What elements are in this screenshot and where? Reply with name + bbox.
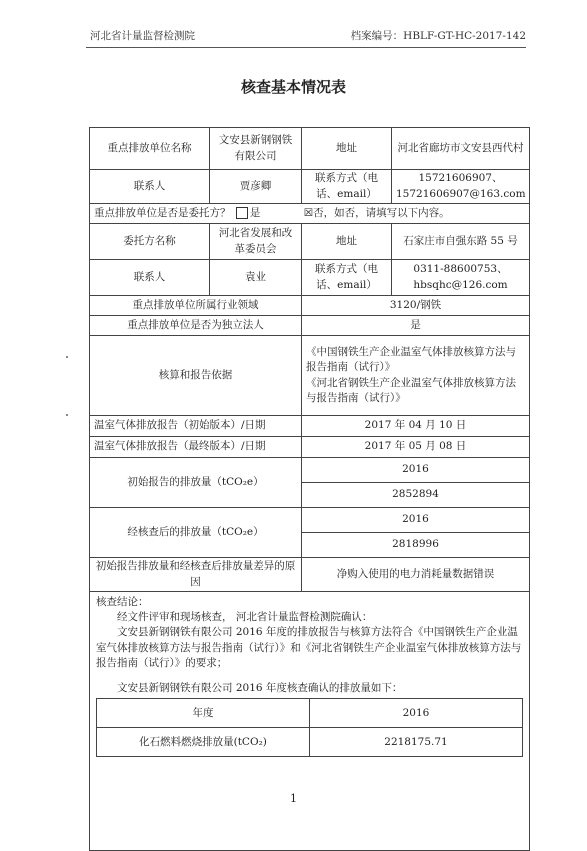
unit-name: 文安县新钢钢铁有限公司 bbox=[210, 128, 302, 170]
conclusion-p3: 文安县新钢钢铁有限公司 2016 年度核查确认的排放量如下： bbox=[117, 682, 403, 695]
unit-address: 河北省廊坊市文安县西代村 bbox=[392, 128, 530, 170]
conclusion-spacer bbox=[96, 671, 523, 681]
initial-emission-value: 2852894 bbox=[302, 483, 530, 508]
delegation-question-row bbox=[90, 204, 530, 224]
header-org: 河北省计量监督检测院 bbox=[90, 30, 195, 42]
report-final-label: 温室气体排放报告（最终版本）/日期 bbox=[90, 437, 302, 458]
unit-phone-label: 联系方式（电话、email） bbox=[302, 170, 392, 204]
report-initial-date: 2017 年 04 月 10 日 bbox=[302, 416, 530, 437]
verified-emissions-table bbox=[96, 698, 523, 757]
header-divider bbox=[86, 47, 526, 48]
initial-emission-year: 2016 bbox=[302, 458, 530, 483]
difference-reason: 净购入使用的电力消耗量数据错误 bbox=[302, 558, 530, 592]
conclusion-p1: 经文件评审和现场核查， 河北省计量监督检测院确认： bbox=[117, 611, 373, 624]
yes-label: 是 bbox=[249, 206, 261, 219]
verification-table bbox=[89, 127, 530, 851]
legal-person-value: 是 bbox=[302, 316, 530, 336]
no-label: 否，如否，请填写以下内容。 bbox=[313, 206, 450, 219]
basis-guide-national: 《中国钢铁生产企业温室气体排放核算方法与报告指南（试行）》 bbox=[306, 346, 516, 374]
fuel-emission-label: 化石燃料燃烧排放量(tCO₂) bbox=[97, 728, 310, 757]
legal-person-label: 重点排放单位是否为独立法人 bbox=[90, 316, 302, 336]
delegation-question: 重点排放单位是否是委托方？ bbox=[94, 206, 231, 219]
conclusion-cell bbox=[90, 592, 530, 851]
client-contact: 袁业 bbox=[210, 260, 302, 296]
verified-emission-value: 2818996 bbox=[302, 533, 530, 558]
fuel-emission-value: 2218175.71 bbox=[310, 728, 523, 757]
scan-speck bbox=[66, 414, 68, 416]
client-phone: 0311-88600753、hbsqhc@126.com bbox=[392, 260, 530, 296]
report-initial-label: 温室气体排放报告（初始版本）/日期 bbox=[90, 416, 302, 437]
unit-phone: 15721606907、15721606907@163.com bbox=[392, 170, 530, 204]
client-contact-label: 联系人 bbox=[90, 260, 210, 296]
client-address-label: 地址 bbox=[302, 224, 392, 260]
header-archive-number: 档案编号：HBLF-GT-HC-2017-142 bbox=[350, 30, 526, 42]
page-number: 1 bbox=[290, 792, 297, 805]
basis-label: 核算和报告依据 bbox=[90, 336, 302, 416]
year-label: 年度 bbox=[97, 699, 310, 728]
report-final-date: 2017 年 05 月 08 日 bbox=[302, 437, 530, 458]
page-title: 核查基本情况表 bbox=[240, 78, 346, 96]
client-phone-label: 联系方式（电话、email） bbox=[302, 260, 392, 296]
basis-guide-hebei: 《河北省钢铁生产企业温室气体排放核算方法与报告指南（试行）》 bbox=[306, 376, 516, 404]
scan-speck bbox=[66, 356, 68, 358]
unit-contact: 贾彦卿 bbox=[210, 170, 302, 204]
industry-label: 重点排放单位所属行业领域 bbox=[90, 296, 302, 316]
industry-value: 3120/钢铁 bbox=[302, 296, 530, 316]
unit-address-label: 地址 bbox=[302, 128, 392, 170]
unit-contact-label: 联系人 bbox=[90, 170, 210, 204]
no-checkbox: ☒ bbox=[303, 206, 314, 219]
client-name: 河北省发展和改革委员会 bbox=[210, 224, 302, 260]
conclusion-heading: 核查结论： bbox=[96, 596, 149, 608]
client-name-label: 委托方名称 bbox=[90, 224, 210, 260]
page-header bbox=[86, 28, 526, 44]
verified-emission-year: 2016 bbox=[302, 508, 530, 533]
year-value: 2016 bbox=[310, 699, 523, 728]
client-address: 石家庄市自强东路 55 号 bbox=[392, 224, 530, 260]
unit-name-label: 重点排放单位名称 bbox=[90, 128, 210, 170]
basis-value bbox=[302, 336, 530, 416]
verified-emission-label: 经核查后的排放量（tCO₂e） bbox=[90, 508, 302, 558]
conclusion-p2: 文安县新钢钢铁有限公司 2016 年度的排放报告与核算方法符合《中国钢铁生产企业温室气体排放核算方法与报告指南（试行）》和《河北省钢铁生产企业温室气体排放核算方法与报告指南（试行）》的要求； bbox=[96, 626, 522, 669]
initial-emission-label: 初始报告的排放量（tCO₂e） bbox=[90, 458, 302, 508]
difference-label: 初始报告排放量和经核查后排放量差异的原因 bbox=[90, 558, 302, 592]
yes-checkbox bbox=[236, 207, 248, 219]
